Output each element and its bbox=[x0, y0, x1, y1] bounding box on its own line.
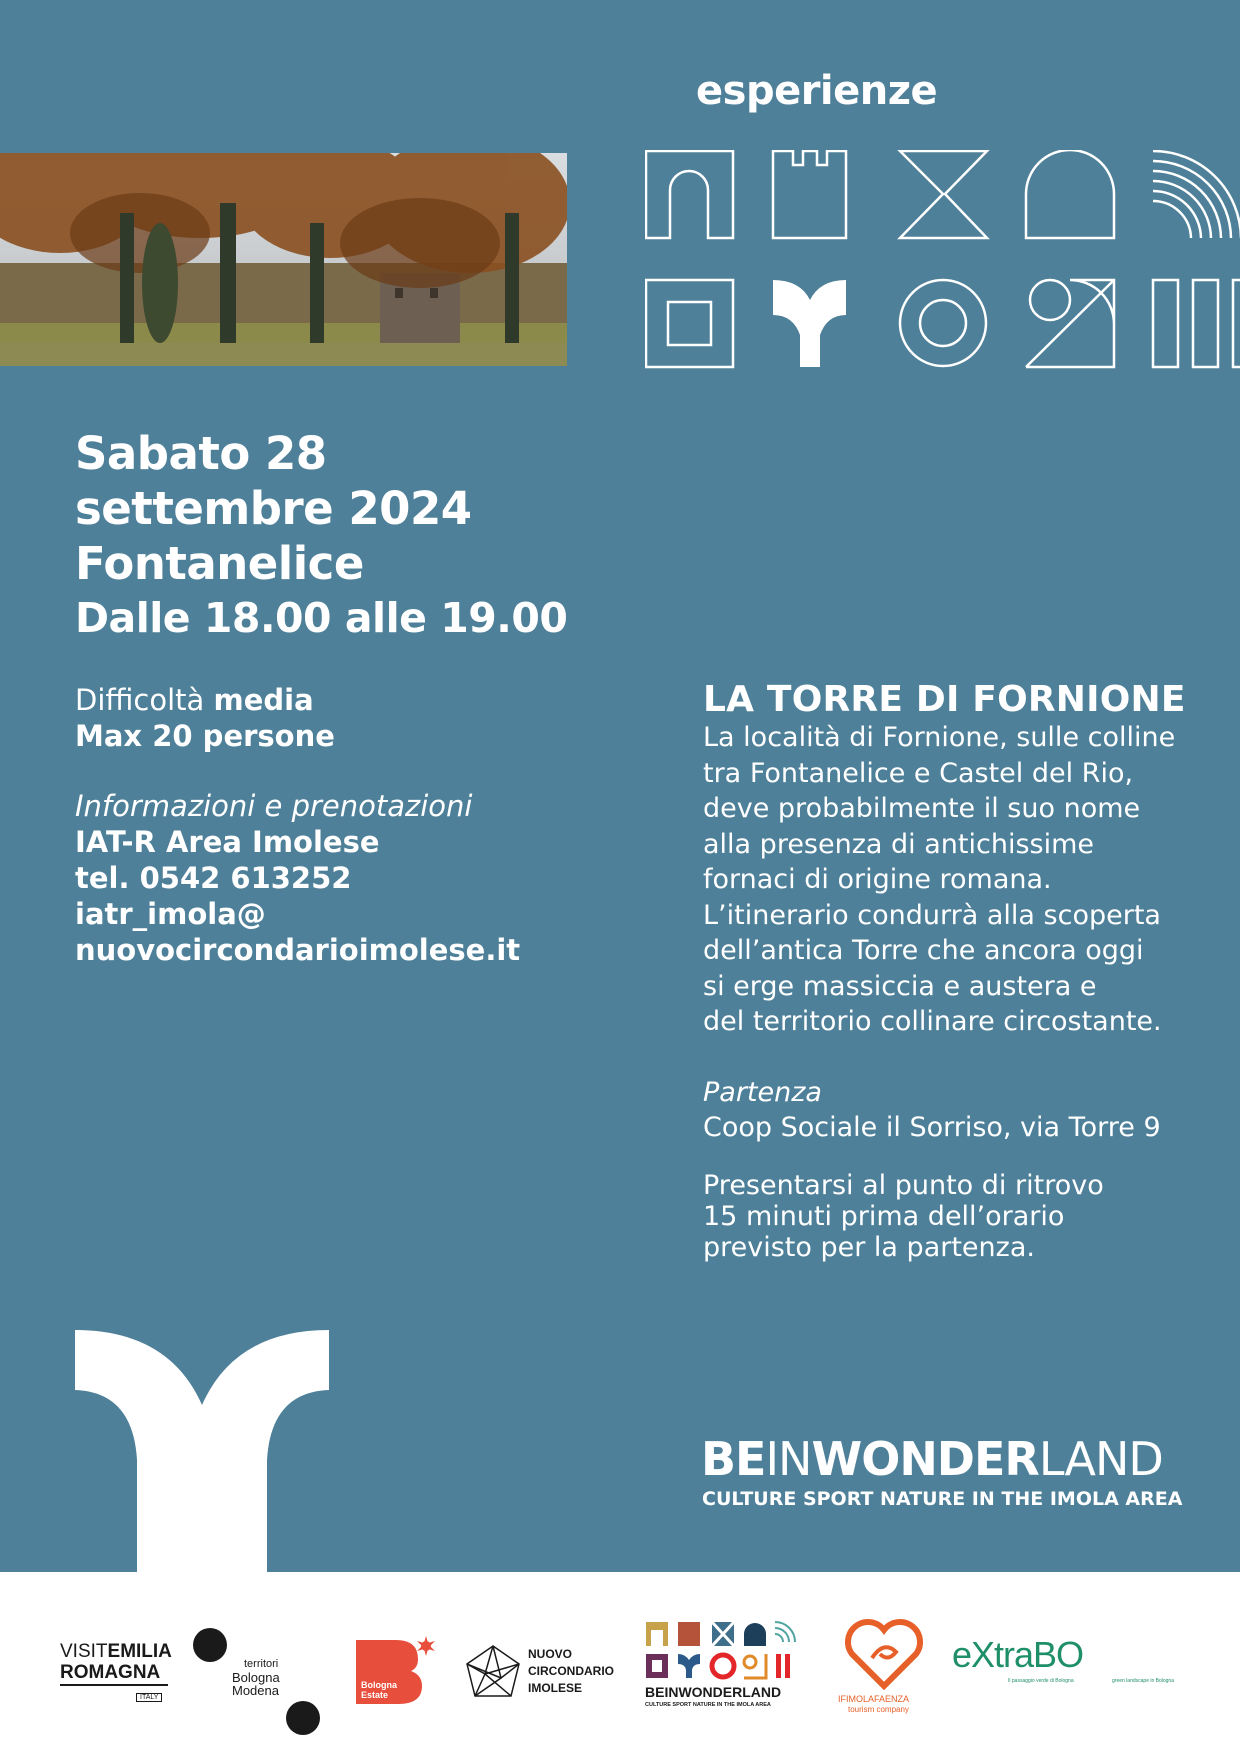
brand-land: LAND bbox=[1038, 1432, 1163, 1486]
logo-text: Bologna bbox=[361, 1680, 397, 1690]
description-line: fornaci di origine romana. bbox=[703, 864, 1052, 895]
info-block bbox=[75, 682, 520, 968]
description-line: dell’antica Torre che ancora oggi bbox=[703, 935, 1144, 966]
logo-text: Il passaggio verde di Bologna bbox=[1008, 1678, 1074, 1684]
description-title: LA TORRE DI FORNIONE bbox=[703, 679, 1186, 720]
departure-label: Partenza bbox=[703, 1076, 822, 1108]
nuovo-circondario-imolese-logo[interactable] bbox=[465, 1644, 625, 1704]
logo-text: EMILIA bbox=[107, 1641, 172, 1662]
hourglass-pictogram bbox=[900, 151, 987, 238]
notice-line: 15 minuti prima dell’orario bbox=[703, 1200, 1065, 1232]
logo-text: Bologna bbox=[232, 1670, 280, 1685]
booking-label: Informazioni e prenotazioni bbox=[75, 789, 473, 823]
event-time: Dalle 18.00 alle 19.00 bbox=[75, 594, 568, 642]
heart-icon bbox=[844, 1618, 924, 1690]
logo-text: green landscape in Bologna bbox=[1112, 1678, 1174, 1684]
description-line: del territorio collinare circostante. bbox=[703, 1006, 1162, 1037]
booking-phone[interactable]: tel. 0542 613252 bbox=[75, 861, 352, 895]
square-pictogram bbox=[646, 280, 733, 367]
beinwonderland-small-logo[interactable] bbox=[645, 1620, 805, 1730]
notice-block bbox=[703, 1170, 1203, 1263]
logo-text: NUOVO bbox=[528, 1647, 573, 1661]
difficulty-line bbox=[75, 682, 520, 718]
description-line: La località di Fornione, sulle colline bbox=[703, 722, 1176, 753]
notice-line: Presentarsi al punto di ritrovo bbox=[703, 1169, 1104, 1201]
logo-text: CIRCONDARIO bbox=[528, 1664, 614, 1678]
brand-be: BE bbox=[701, 1432, 766, 1486]
description-line: tra Fontanelice e Castel del Rio, bbox=[703, 757, 1134, 789]
booking-office: IAT-R Area Imolese bbox=[75, 825, 380, 859]
brand-tagline: CULTURE SPORT NATURE IN THE IMOLA AREA bbox=[702, 1488, 1183, 1510]
description-line: si erge massiccia e austera e bbox=[703, 970, 1097, 1002]
landscape-photo bbox=[0, 153, 567, 366]
logo-text: CULTURE SPORT NATURE IN THE IMOLA AREA bbox=[645, 1702, 771, 1708]
booking-email-line1[interactable]: iatr_imola@ bbox=[75, 897, 266, 931]
dot-icon bbox=[193, 1628, 227, 1662]
notice-line: previsto per la partenza. bbox=[703, 1231, 1035, 1263]
rainbow-pictogram bbox=[1153, 151, 1240, 238]
logo-text: IFIMOLAFAENZA bbox=[838, 1694, 910, 1704]
dot-icon bbox=[286, 1701, 320, 1735]
bologna-estate-logo[interactable] bbox=[356, 1634, 436, 1704]
brand-in: IN bbox=[765, 1432, 812, 1486]
polyhedron-icon bbox=[465, 1644, 521, 1700]
logo-text: tourism company bbox=[848, 1705, 909, 1714]
circle-pictogram bbox=[900, 280, 986, 366]
event-date-block bbox=[75, 426, 567, 646]
ifimolafaenza-logo[interactable] bbox=[838, 1618, 938, 1728]
spiral-pictogram bbox=[1026, 280, 1114, 367]
logo-text: IMOLESE bbox=[528, 1681, 583, 1695]
logo-text: territori bbox=[244, 1658, 279, 1670]
difficulty-label: Difficoltà bbox=[75, 683, 205, 717]
description-line: alla presenza di antichissime bbox=[703, 828, 1094, 860]
departure-place: Coop Sociale il Sorriso, via Torre 9 bbox=[703, 1112, 1161, 1143]
description-line: deve probabilmente il suo nome bbox=[703, 793, 1141, 824]
max-people: Max 20 persone bbox=[75, 719, 335, 753]
extrabo-logo[interactable] bbox=[952, 1634, 1182, 1704]
event-place: Fontanelice bbox=[75, 537, 364, 590]
event-month-year: settembre 2024 bbox=[75, 482, 472, 535]
territori-bologna-modena-logo[interactable] bbox=[192, 1627, 322, 1737]
tower-pictogram bbox=[773, 151, 846, 238]
brand-wonder: WONDER bbox=[811, 1432, 1039, 1486]
booking-email-line2[interactable]: nuovocircondarioimolese.it bbox=[75, 933, 521, 967]
logo-text: BEINWONDERLAND bbox=[645, 1684, 782, 1700]
description-line: L’itinerario condurrà alla scoperta bbox=[703, 899, 1161, 931]
partner-logos-strip bbox=[0, 1572, 1240, 1754]
pictogram-grid bbox=[645, 150, 1240, 374]
y-symbol-pictogram bbox=[773, 280, 846, 367]
description-block bbox=[703, 680, 1203, 1263]
logo-text: ROMAGNA bbox=[60, 1662, 168, 1686]
dome-pictogram bbox=[1026, 150, 1114, 238]
visit-emilia-romagna-logo[interactable] bbox=[60, 1642, 172, 1704]
arch-pictogram bbox=[646, 151, 733, 238]
logo-text: ITALY bbox=[136, 1693, 162, 1702]
logo-text: VISIT bbox=[60, 1641, 108, 1662]
difficulty-value: media bbox=[213, 683, 314, 717]
logo-text: eXtraBO bbox=[952, 1634, 1084, 1675]
columns-pictogram bbox=[1153, 280, 1240, 367]
large-y-symbol bbox=[75, 1330, 329, 1576]
logo-text: Modena bbox=[232, 1683, 279, 1698]
brand-wordmark bbox=[701, 1432, 1163, 1486]
series-title: esperienze bbox=[696, 68, 938, 114]
logo-text: Estate bbox=[361, 1690, 389, 1700]
event-day: Sabato 28 bbox=[75, 427, 327, 480]
